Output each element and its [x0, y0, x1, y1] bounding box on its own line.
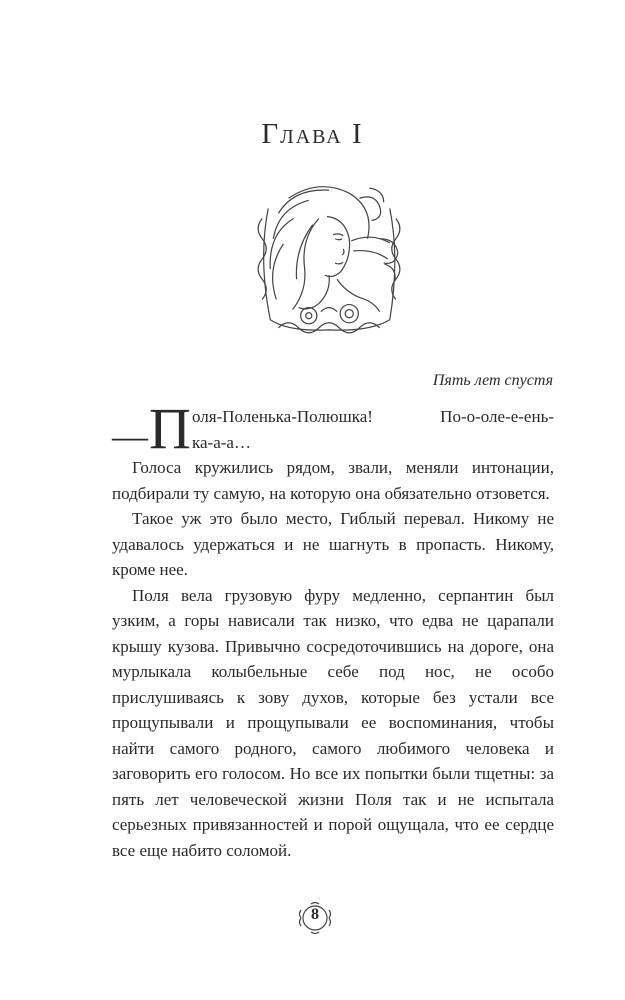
paragraph: Голоса кружились рядом, звали, меняли интонации, подбирали ту самую, на которую она обязательно отзовется.	[112, 458, 554, 503]
body-text	[112, 396, 554, 863]
epigraph: Пять лет спустя	[432, 372, 553, 389]
opening-line-1: оля-Поленька-Полюшка! По-о-оле-е-ень-	[192, 407, 554, 426]
opening-line	[112, 396, 554, 461]
drop-cap: П	[149, 396, 191, 461]
woman-portrait-ornament-icon	[248, 178, 410, 340]
dialogue-dash: —	[112, 416, 148, 456]
paragraph: Такое уж это было место, Гиблый перевал. Никому не удавалось удержаться и не шагнуть в пропасть. Никому, кроме нее.	[112, 509, 554, 579]
opening-line-2: ка-а-а…	[192, 432, 251, 452]
page-number: 8	[311, 906, 319, 923]
chapter-title: Глава I	[261, 118, 364, 150]
paragraph: Поля вела грузовую фуру медленно, серпантин был узким, а горы нависали так низко, что едва не царапали крышу кузова. Привычно сосредоточившись на дороге, она мурлыкала колыбельные себе под нос, не особо прислушиваясь к зову духов, которые без устали все прощупывали и прощупывали ее воспоминания, чтобы найти самого родного, самого любимого человека и заговорить его голосом. Но все их попытки были тщетны: за пять лет человеческой жизни Поля так и не испытала серьезных привязанностей и порой ощущала, что ее сердце все еще набито соломой.	[112, 585, 554, 860]
